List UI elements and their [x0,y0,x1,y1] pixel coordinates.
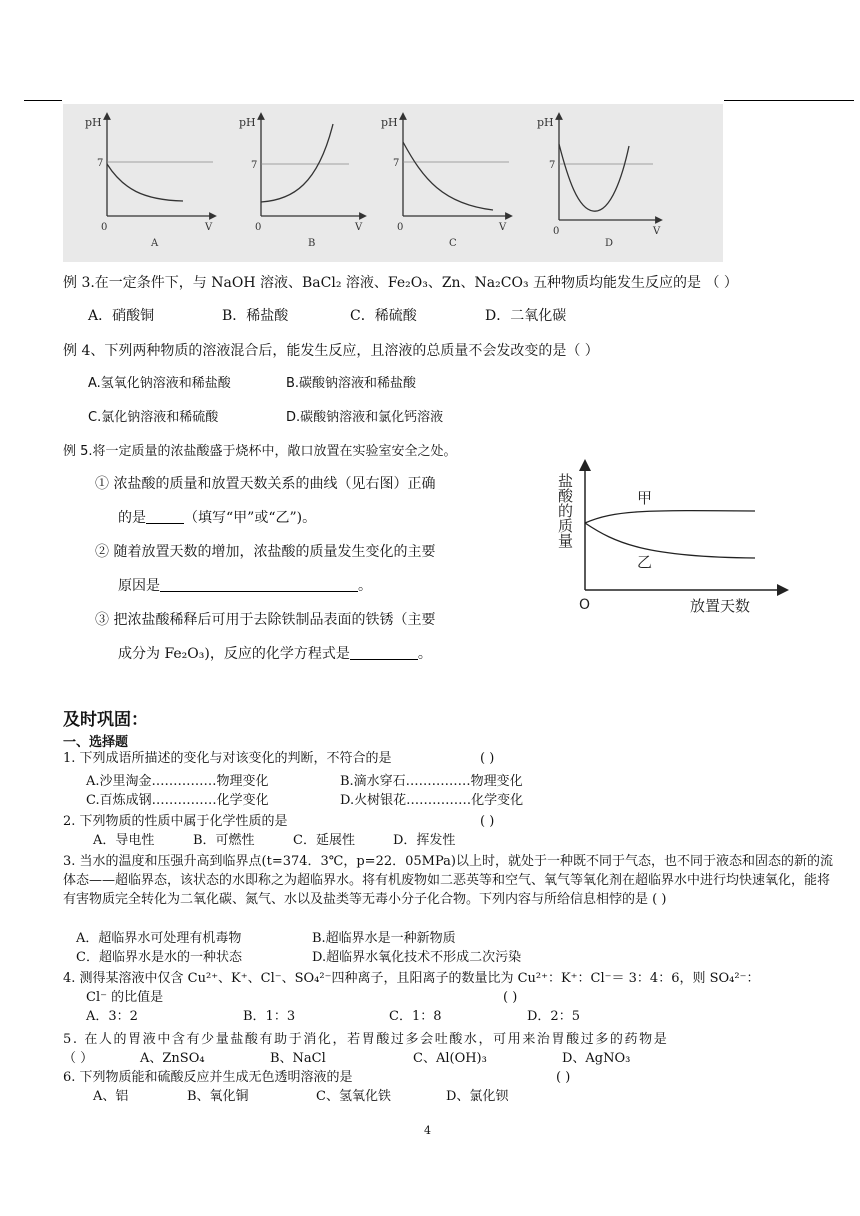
q4-option-c: C．1：8 [389,1009,442,1024]
graph-b-label: B [308,238,316,249]
q6-option-a: A、铝 [93,1089,129,1104]
ex4-option-c: C.氯化钠溶液和稀硫酸 [88,410,219,425]
q3-option-a: A．超临界水可处理有机毒物 [76,931,242,946]
graph-d-label: D [605,238,614,249]
graph-b-ylabel: pH [239,116,256,129]
q1-option-a: A.沙里淘金……………物理变化 [86,774,269,789]
graph-d-tick: 7 [549,160,556,171]
graph-c [381,116,509,249]
hcl-chart-origin: O [579,597,591,613]
q4-option-b: B．1：3 [243,1009,296,1024]
curve-jia-label: 甲 [637,489,653,507]
ex5-q3-blank[interactable] [350,645,418,660]
q5-option-a: A、ZnSO₄ [140,1051,205,1066]
ex3-option-a: A．硝酸铜 [88,308,155,324]
q2-stem: 2. 下列物质的性质中属于化学性质的是 [63,814,288,829]
graph-c-tick: 7 [393,158,400,169]
section-subtitle: 一、选择题 [63,735,129,750]
q4-stem: 4. 测得某溶液中仅含 Cu²⁺、K⁺、Cl⁻、SO₄²⁻四种离子，且阳离子的数量比为 Cu²⁺：K⁺：Cl⁻＝ 3：4：6，则 SO₄²⁻： [63,971,760,986]
q6-paren: ( ) [556,1070,571,1085]
graph-c-label: C [449,238,457,249]
q6-option-d: D、氯化钡 [446,1089,509,1104]
curve-yi [585,523,755,558]
ex5-q3-post: 。 [417,646,432,662]
q3-option-c: C．超临界水是水的一种状态 [76,950,242,965]
q5-stem: 5. 在人的胃液中含有少量盐酸有助于消化，若胃酸过多会吐酸水，可用来治胃酸过多的药物是 [63,1032,669,1047]
ex5-q2-post: 。 [358,578,372,594]
q4-option-a: A．3：2 [86,1009,138,1024]
graph-c-ylabel: pH [381,116,398,129]
q2-option-b: B．可燃性 [193,833,255,848]
graph-a-xlabel: V [205,222,213,233]
q3-stem: 3. 当水的温度和压强升高到临界点(t=374．3℃，p=22．05MPa)以上时，就处于一种既不同于气态，也不同于液态和固态的新的流体态——超临界态，该状态的水即称之为超临界水。将有机废物如二恶英等和空气、氧气等氧化剂在超临界水中进行均快速氧化，能将有害物质完全转化为二氧化碳、氮气、水以及盐类等无毒小分子化合物。下列内容与所给信息相悖的是 ( ) [63,854,833,907]
q3-option-d: D.超临界水氧化技术不形成二次污染 [312,950,522,965]
q6-option-c: C、氢氧化铁 [316,1089,391,1104]
ex5-stem: 例 5.将一定质量的浓盐酸盛于烧杯中，敞口放置在实验室安全之处。 [63,444,457,459]
q2-paren: ( ) [480,814,495,829]
graph-d-origin: 0 [553,226,560,237]
q4-stem-line2: Cl⁻ 的比值是 [86,990,164,1005]
q1-stem: 1. 下列成语所描述的变化与对该变化的判断，不符合的是 [63,751,392,766]
q6-option-b: B、氧化铜 [187,1089,249,1104]
ex5-q1-line1: ① 浓盐酸的质量和放置天数关系的曲线（见右图）正确 [95,476,436,492]
q3-option-b: B.超临界水是一种新物质 [312,931,456,946]
graph-b-xlabel: V [355,222,363,233]
q2-option-c: C．延展性 [293,833,355,848]
graph-b-origin: 0 [255,222,262,233]
hcl-mass-chart [555,455,795,620]
graph-d [537,116,661,249]
curve-jia [585,511,755,523]
ex5-q2-blank[interactable] [160,577,358,592]
ex5-q2-pre: 原因是 [118,578,160,594]
header-rule-left [24,100,62,101]
q2-option-d: D．挥发性 [393,833,456,848]
ex5-q1-line2 [118,509,316,527]
q1-option-d: D.火树银花……………化学变化 [340,793,524,808]
graph-a-tick: 7 [97,158,104,169]
hcl-chart-ylabel: 盐酸的质量 [556,473,574,548]
ex4-option-b: B.碳酸钠溶液和稀盐酸 [286,376,417,391]
q5-paren: （ ） [63,1051,94,1066]
ex5-q1-post: （填写“甲”或“乙”)。 [184,510,317,526]
ex3-option-c: C．稀硫酸 [350,308,417,324]
q5-option-b: B、NaCl [270,1051,326,1066]
ex3-option-d: D．二氧化碳 [485,308,567,324]
ex3-stem: 例 3.在一定条件下，与 NaOH 溶液、BaCl₂ 溶液、Fe₂O₃、Zn、Na₂CO₃ 五种物质均能发生反应的是 （ ） [63,275,738,291]
q5-option-c: C、Al(OH)₃ [413,1051,487,1066]
ex5-q2-line2 [118,577,372,595]
graph-b-tick: 7 [251,160,258,171]
ph-graphs-svg [63,104,723,262]
graph-a [85,116,213,249]
q2-option-a: A．导电性 [93,833,155,848]
graph-c-origin: 0 [397,222,404,233]
graph-c-xlabel: V [499,222,507,233]
q1-paren: ( ) [480,751,495,766]
ex3-option-b: B．稀盐酸 [222,308,289,324]
graph-a-ylabel: pH [85,116,102,129]
ex4-stem: 例 4、下列两种物质的溶液混合后，能发生反应，且溶液的总质量不会发改变的是（ ） [63,343,599,359]
section-title: 及时巩固： [63,710,148,730]
ex5-q1-pre: 的是 [118,510,146,526]
ex5-q3-line1: ③ 把浓盐酸稀释后可用于去除铁制品表面的铁锈（主要 [95,612,436,628]
ex5-q2-line1: ② 随着放置天数的增加，浓盐酸的质量发生变化的主要 [95,544,436,560]
header-rule-right [724,100,854,101]
q6-stem: 6. 下列物质能和硫酸反应并生成无色透明溶液的是 [63,1070,353,1085]
ph-graphs-figure [63,104,723,262]
q5-option-d: D、AgNO₃ [562,1051,631,1066]
page-number: 4 [424,1124,431,1137]
q4-paren: ( ) [503,990,518,1005]
ex5-q1-blank[interactable] [146,509,184,524]
q1-option-b: B.滴水穿石……………物理变化 [340,774,523,789]
graph-d-xlabel: V [653,226,661,237]
hcl-chart-xlabel: 放置天数 [690,597,751,615]
ex5-q3-line2 [118,645,432,663]
q4-option-d: D．2：5 [527,1009,580,1024]
ex4-option-d: D.碳酸钠溶液和氯化钙溶液 [286,410,444,425]
q1-option-c: C.百炼成钢……………化学变化 [86,793,269,808]
graph-b [239,116,363,249]
graph-d-ylabel: pH [537,116,554,129]
ex4-option-a: A.氢氧化钠溶液和稀盐酸 [88,376,231,391]
ex5-q3-pre: 成分为 Fe₂O₃)，反应的化学方程式是 [118,646,350,662]
graph-a-origin: 0 [101,222,108,233]
graph-a-label: A [151,238,159,249]
curve-yi-label: 乙 [637,553,653,571]
